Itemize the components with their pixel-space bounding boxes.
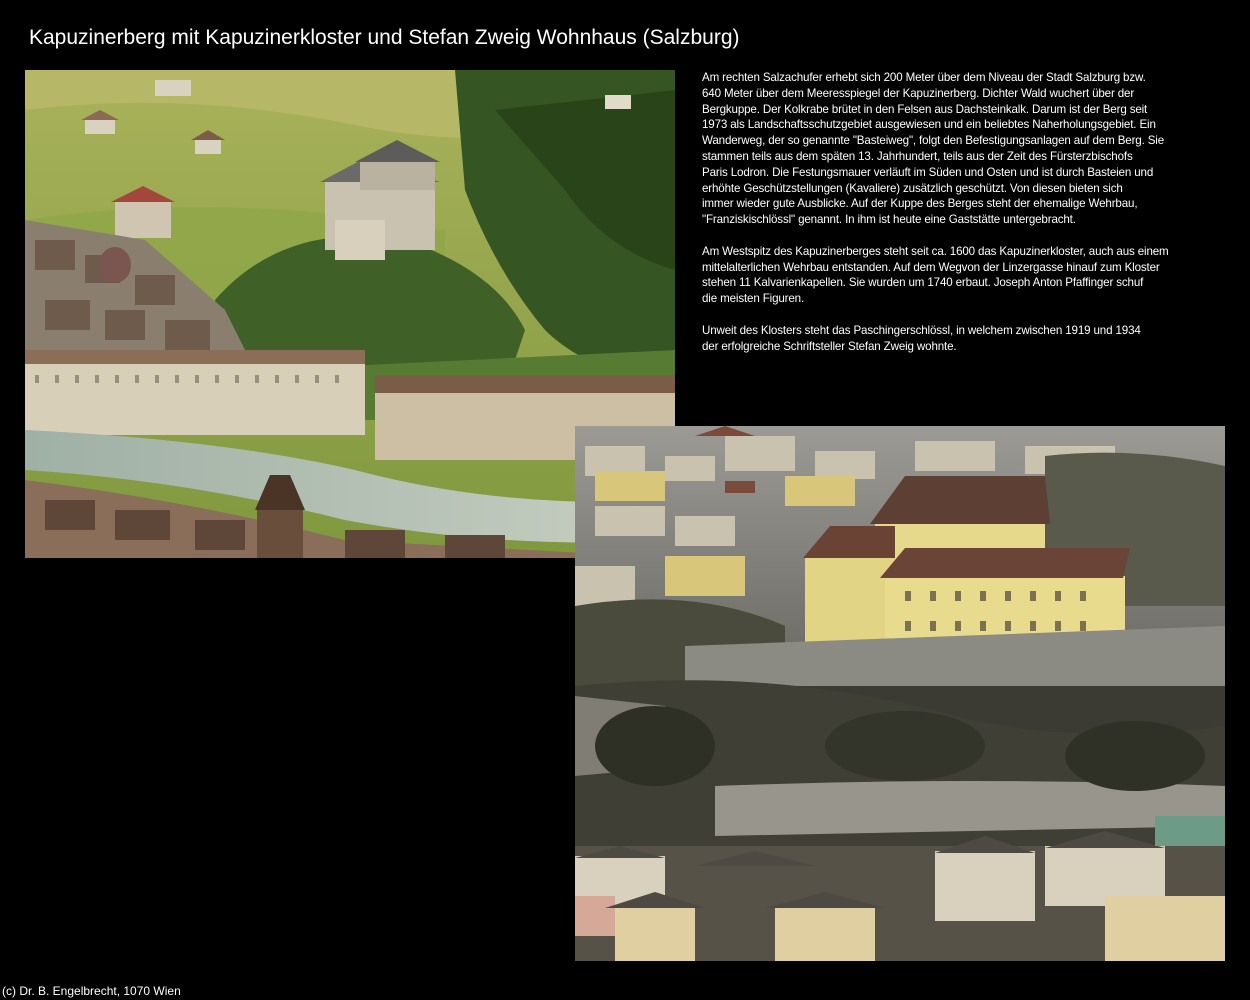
copyright-footer: (c) Dr. B. Engelbrecht, 1070 Wien: [2, 984, 181, 998]
page-title: Kapuzinerberg mit Kapuzinerkloster und Stefan Zweig Wohnhaus (Salzburg): [29, 26, 740, 49]
description-text: [702, 70, 1202, 370]
monastery-photo: [575, 426, 1225, 961]
description-paragraph-1: Am rechten Salzachufer erhebt sich 200 Meter über dem Niveau der Stadt Salzburg bzw. 640 Meter über dem Meeresspiegel der Kapuzinerberg. Dichter Wald wuchert über der Bergkuppe. Der Kolkrabe brütet in den Felsen aus Dachsteinkalk. Darum ist der Berg seit 1973 als Landschaftsschutzgebiet ausgewiesen und ein beliebtes Naherholungsgebiet. Ein Wanderweg, der so genannte "Basteiweg", folgt den Befestigungsanlagen auf dem Berg. Sie stammen teils aus dem späten 13. Jahrhundert, teils aus der Zeit des Fürsterzbischofs Paris Lodron. Die Festungsmauer verläuft im Süden und Osten und ist durch Basteien und erhöhte Geschützstellungen (Kavaliere) zusätzlich geschützt. Von diesen bieten sich immer wieder gute Ausblicke. Auf der Kuppe des Berges steht der ehemalige Wehrbau, "Franziskischlössl" genannt. In ihm ist heute eine Gaststätte untergebracht.: [702, 71, 1165, 227]
description-paragraph-2: Am Westspitz des Kapuzinerberges steht seit ca. 1600 das Kapuzinerkloster, auch aus einem mittelalterlichen Wehrbau entstanden. Auf dem Wegvon der Linzergasse hinauf zum Kloster stehen 11 Kalvarienkapellen. Sie wurden um 1740 erbaut. Joseph Anton Pfaffinger schuf die meisten Figuren.: [702, 244, 1169, 306]
description-paragraph-3: Unweit des Klosters steht das Paschingerschlössl, in welchem zwischen 1919 und 1934 der erfolgreiche Schriftsteller Stefan Zweig wohnte.: [702, 323, 1141, 353]
